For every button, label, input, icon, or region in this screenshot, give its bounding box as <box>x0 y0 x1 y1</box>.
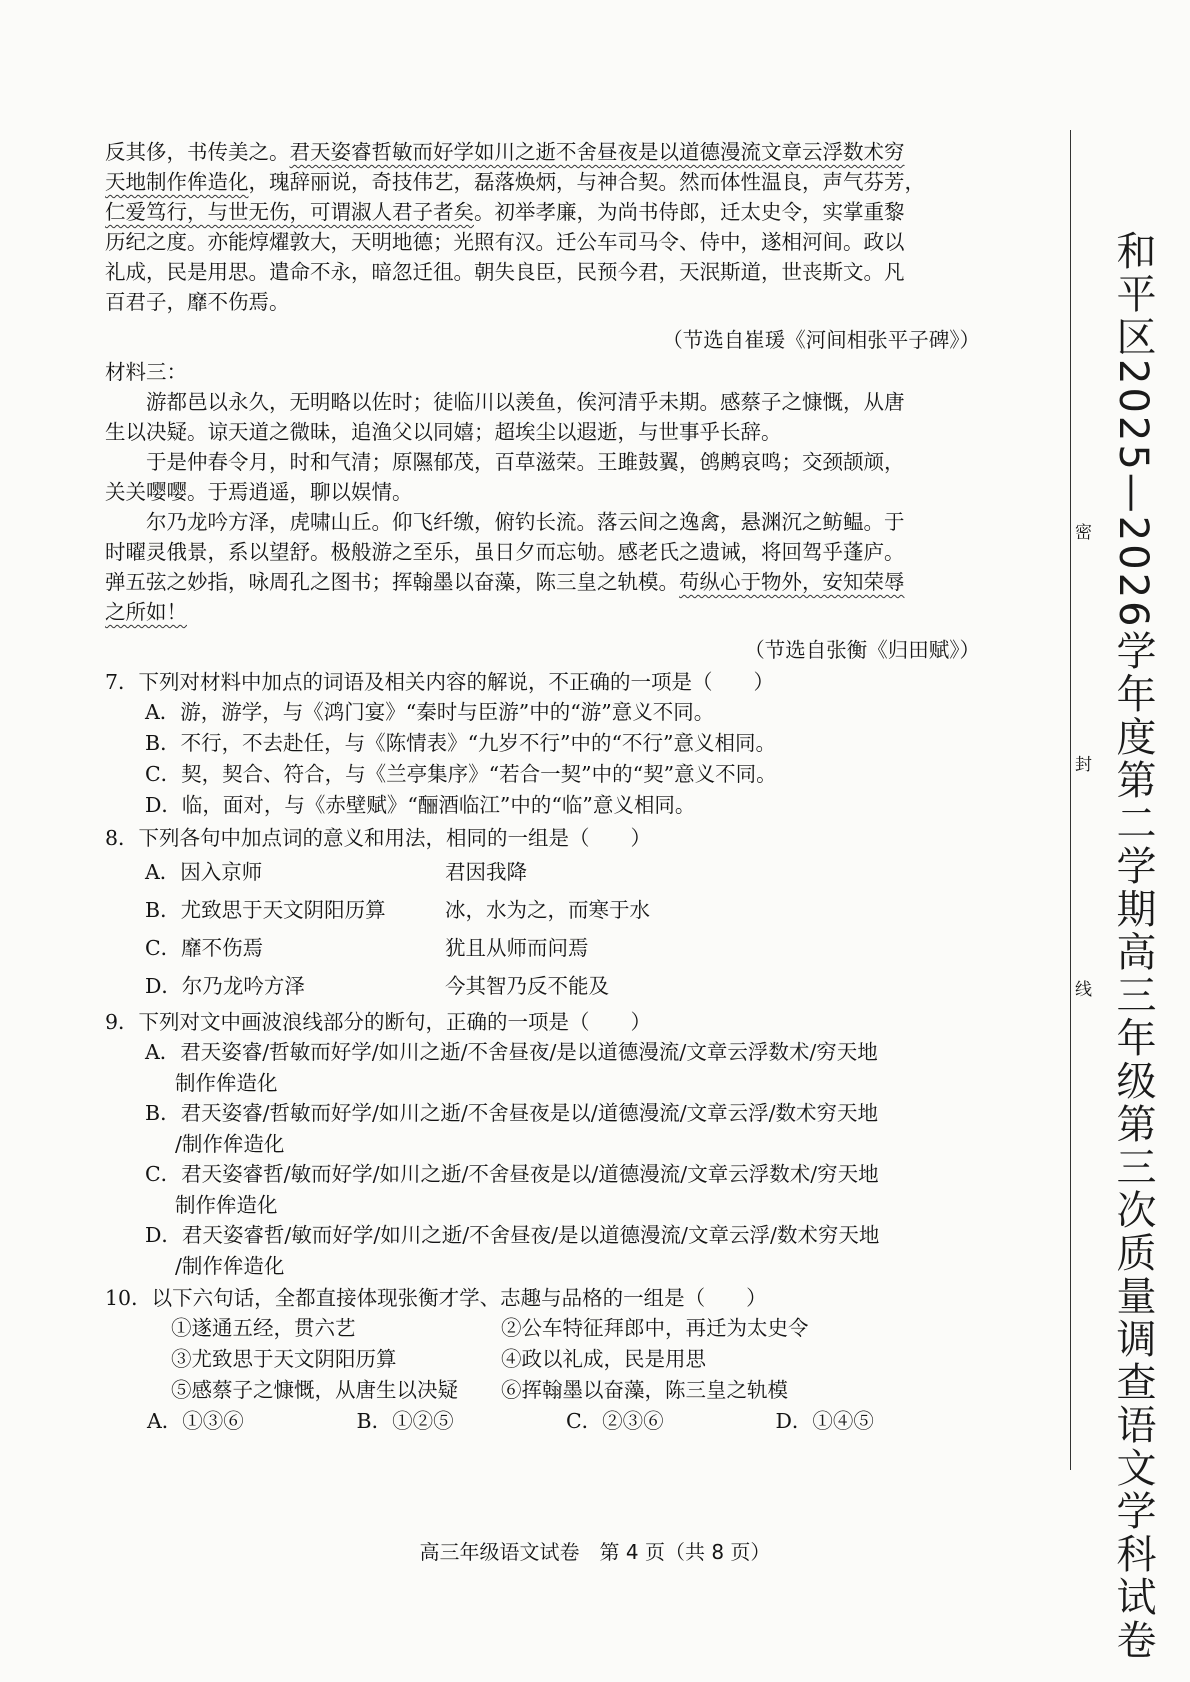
answer-choice: B．①②⑤ <box>356 1409 454 1433</box>
passage-line: 时曜灵俄景，系以望舒。极般游之至乐，虽日夕而忘劬。感老氏之遗诫，将回驾乎蓬庐。 <box>105 540 905 564</box>
question-7-option: B．不行，不去赴任，与《陈情表》“九岁不行”中的“不行”意义相同。 <box>145 731 776 755</box>
underlined-text: 之所如！ <box>105 600 187 624</box>
binding-mark: 封 <box>1075 755 1092 775</box>
passage-line: 游都邑以永久，无明略以佐时；徒临川以羡鱼，俟河清乎未期。感蔡子之慷慨，从唐 <box>146 390 905 414</box>
vertical-exam-title: 和平区2025—2026学年度第二学期高三年级第三次质量调查语文学科试卷 <box>1110 230 1156 1662</box>
question-10-items-row: ⑤感蔡子之慷慨，从唐生以决疑 ⑥挥翰墨以奋藻，陈三皇之轨模 <box>171 1378 788 1402</box>
wavy-underlined-text: 天地制作侔造化 <box>105 170 249 194</box>
question-9-option: B．君天姿睿/哲敏而好学/如川之逝/不舍昼夜是以/道德漫流/文章云浮/数术穷天地 <box>145 1101 879 1125</box>
question-7-option: A．游，游学，与《鸿门宴》“秦时与臣游”中的“游”意义不同。 <box>145 700 715 724</box>
source-citation: （节选自崔瑗《河间相张平子碑》） <box>662 328 980 352</box>
question-9-option-continued: 制作侔造化 <box>175 1193 278 1217</box>
wavy-underlined-text: 君天姿睿哲敏而好学如川之逝不舍昼夜是以道德漫流文章云浮数术穷 <box>289 140 905 164</box>
underlined-text: 苟纵心于物外，安知荣辱 <box>679 570 905 594</box>
passage-line: 历纪之度。亦能焞燿敦大，天明地德；光照有汉。迁公车司马令、侍中，遂相河间。政以 <box>105 230 905 254</box>
question-9-option-continued: 制作侔造化 <box>175 1071 278 1095</box>
binding-mark: 线 <box>1075 980 1092 1000</box>
page-footer: 高三年级语文试卷 第 4 页（共 8 页） <box>419 1540 771 1564</box>
question-7-stem: 7．下列对材料中加点的词语及相关内容的解说，不正确的一项是（ ） <box>105 670 775 694</box>
question-10-items-row: ③尤致思于天文阴阳历算 ④政以礼成，民是用思 <box>171 1347 706 1371</box>
source-citation: （节选自张衡《归田赋》） <box>744 638 980 662</box>
question-10-stem: 10．以下六句话，全都直接体现张衡才学、志趣与品格的一组是（ ） <box>105 1286 767 1310</box>
question-9-option-continued: /制作侔造化 <box>175 1132 285 1156</box>
passage-line: 尔乃龙吟方泽，虎啸山丘。仰飞纤缴，俯钓长流。落云间之逸禽，悬渊沉之鲂鳁。于 <box>146 510 905 534</box>
question-9-option: A．君天姿睿/哲敏而好学/如川之逝/不舍昼夜/是以道德漫流/文章云浮数术/穷天地 <box>145 1040 878 1064</box>
question-7-option: C．契，契合、符合，与《兰亭集序》“若合一契”中的“契”意义不同。 <box>145 762 777 786</box>
underlined-text: 仁爱笃行，与世无伤，可谓淑人君子者矣 <box>105 200 474 224</box>
question-9-stem: 9．下列对文中画波浪线部分的断句，正确的一项是（ ） <box>105 1010 652 1034</box>
question-8-option: C．靡不伤焉 犹且从师而问焉 <box>145 936 589 960</box>
binding-mark: 密 <box>1075 523 1092 543</box>
question-9-option-continued: /制作侔造化 <box>175 1254 285 1278</box>
question-7-option: D．临，面对，与《赤壁赋》“酾酒临江”中的“临”意义相同。 <box>145 793 696 817</box>
passage-line: 反其侈，书传美之。君天姿睿哲敏而好学如川之逝不舍昼夜是以道德漫流文章云浮数术穷 <box>105 140 905 164</box>
answer-choice: C．②③⑥ <box>566 1409 664 1433</box>
question-10-items-row: ①遂通五经，贯六艺 ②公车特征拜郎中，再迁为太史令 <box>171 1316 809 1340</box>
question-8-option: A．因入京师 君因我降 <box>145 860 527 884</box>
question-9-option: C．君天姿睿哲/敏而好学/如川之逝/不舍昼夜是以/道德漫流/文章云浮数术/穷天地 <box>145 1162 879 1186</box>
passage-line: 仁爱笃行，与世无伤，可谓淑人君子者矣。初举孝廉，为尚书侍郎，迁太史令，实掌重黎 <box>105 200 905 224</box>
question-8-option: B．尤致思于天文阴阳历算 冰，水为之，而寒于水 <box>145 898 650 922</box>
passage-line: 生以决疑。谅天道之微昧，追渔父以同嬉；超埃尘以遐逝，与世事乎长辞。 <box>105 420 782 444</box>
binding-line <box>1070 130 1071 1470</box>
answer-choice: D．①④⑤ <box>775 1409 874 1433</box>
main-column <box>105 137 985 1440</box>
question-8-stem: 8．下列各句中加点词的意义和用法，相同的一组是（ ） <box>105 826 652 850</box>
question-8-option: D．尔乃龙吟方泽 今其智乃反不能及 <box>145 974 609 998</box>
answer-choice: A．①③⑥ <box>147 1409 244 1433</box>
passage-line: 礼成，民是用思。遣命不永，暗忽迁徂。朝失良臣，民预今君，天泯斯道，世丧斯文。凡 <box>105 260 905 284</box>
passage-line: 百君子，靡不伤焉。 <box>105 290 290 314</box>
passage-line: 关关嘤嘤。于焉逍遥，聊以娱情。 <box>105 480 413 504</box>
section-heading: 材料三： <box>105 360 187 384</box>
passage-line: 于是仲春令月，时和气清；原隰郁茂，百草滋荣。王雎鼓翼，鸧鹒哀鸣；交颈颉颃， <box>146 450 905 474</box>
passage-line: 天地制作侔造化，瑰辞丽说，奇技伟艺，磊落焕炳，与神合契。然而体性温良，声气芬芳， <box>105 170 925 194</box>
passage-line: 弹五弦之妙指，咏周孔之图书；挥翰墨以奋藻，陈三皇之轨模。苟纵心于物外，安知荣辱 <box>105 570 905 594</box>
passage-line <box>105 597 985 627</box>
question-9-option: D．君天姿睿哲/敏而好学/如川之逝/不舍昼夜/是以道德漫流/文章云浮/数术穷天地 <box>145 1223 880 1247</box>
question-10-answers <box>105 1406 985 1440</box>
